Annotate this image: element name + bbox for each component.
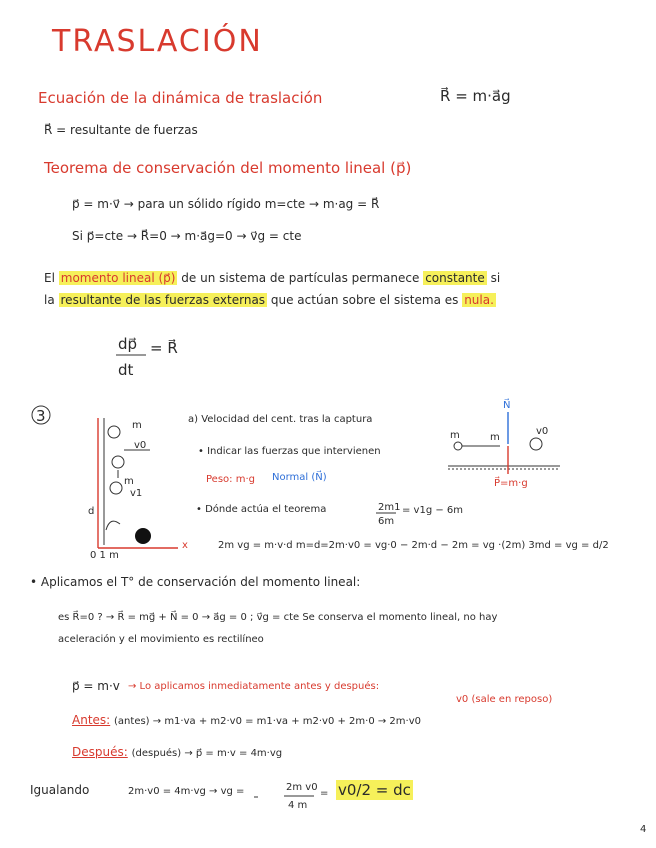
es-line-1: es R⃗=0 ? → R⃗ = mg⃗ + N⃗ = 0 → a⃗g = 0 ; v⃗g = cte Se conserva el momento lineal, no hay (58, 612, 498, 623)
equation-heading: Ecuación de la dinámica de traslación (38, 89, 323, 107)
fig2-v0: v0 (536, 426, 549, 437)
antes-label: Antes: (72, 713, 111, 727)
step-b: • Indicar las fuerzas que intervienen (198, 446, 381, 457)
apply-line: • Aplicamos el T° de conservación del momento lineal: (30, 575, 361, 589)
igualando-result: v0/2 = dc (338, 781, 411, 799)
problem-number: 3 (36, 407, 46, 425)
antes-row (72, 712, 421, 730)
igualando-a: 2m·v0 = 4m·vg → vg = (128, 786, 245, 797)
statement-pre: El (44, 271, 55, 285)
despues-label: Después: (72, 745, 128, 759)
diagram-d: d (88, 506, 95, 517)
momentum-line: p⃗ = m·v⃗ → para un sólido rígido m=cte → m·ag = R⃗ (72, 197, 380, 211)
statement-mid: de un sistema de partículas permanece (181, 271, 420, 285)
step-c: • Dónde actúa el teorema (196, 504, 327, 515)
dpdt-numerator: dp⃗ (118, 335, 138, 353)
igualando-den: 4 m (288, 800, 308, 811)
dpdt-equals: = R⃗ (150, 339, 178, 357)
antes-text: (antes) → m1·va + m2·v0 = m1·va + m2·v0 + 2m·0 → 2m·v0 (114, 716, 421, 727)
statement2-mid: que actúan sobre el sistema es (270, 293, 459, 307)
hook-curve (106, 521, 120, 530)
diagram-v0: v0 (134, 440, 147, 451)
diagram-v1: v1 (130, 488, 143, 499)
step-c-post: = v1g − 6m (402, 505, 464, 516)
equation-formula: R⃗ = m·a⃗g (440, 87, 511, 105)
pm-line-a: p⃗ = m·v (72, 679, 120, 693)
rest-note: v0 (sale en reposo) (456, 694, 553, 705)
forces-normal: Normal (N⃗) (272, 472, 327, 483)
igualando-label: Igualando (30, 783, 90, 797)
diagram-m: m (132, 420, 142, 431)
step-c-den: 6m (378, 516, 395, 527)
mass-middle (112, 456, 124, 468)
step-c-num: 2m1 (378, 502, 401, 513)
theorem-heading: Teorema de conservación del momento lineal (p⃗) (44, 159, 412, 177)
constant-line: Si p⃗=cte → R⃗=0 → m·a⃗g=0 → v⃗g = cte (72, 229, 302, 243)
step-a: a) Velocidad del cent. tras la captura (188, 414, 373, 425)
highlight-momento: momento lineal (p⃗) (60, 271, 176, 285)
resultant-definition: R⃗ = resultante de fuerzas (44, 123, 198, 137)
diagram-m2: m (124, 476, 134, 487)
igualando-eq: = (320, 788, 329, 799)
fig2-P: P⃗=m·g (494, 478, 528, 489)
diagram-x: x (182, 540, 188, 551)
step-d: 2m vg = m·v·d m=d=2m·v0 = vg·0 − 2m·d − 2m = vg ·(2m) 3md = vg = d/2 (218, 540, 609, 551)
es-line-2: aceleración y el movimiento es rectilíneo (58, 634, 264, 645)
dpdt-denominator: dt (118, 361, 134, 379)
igualando-num: 2m v0 (286, 782, 318, 793)
fig2-m1: m (450, 430, 460, 441)
problem-circle (32, 406, 50, 424)
page-title: TRASLACIÓN (52, 24, 263, 59)
despues-row (72, 744, 282, 762)
diagram-origin: 0 1 m (90, 550, 119, 561)
page-number: 4 (640, 824, 647, 835)
statement2-pre: la (44, 293, 55, 307)
fig2-N: N⃗ (503, 400, 511, 411)
highlight-resultante: resultante de las fuerzas externas (60, 293, 266, 307)
despues-text: (después) → p⃗ = m·v = 4m·vg (131, 748, 283, 759)
statement-si: si (490, 271, 501, 285)
highlight-constante: constante (425, 271, 485, 285)
mass-top (108, 426, 120, 438)
highlight-nula: nula. (464, 293, 494, 307)
mass-lower (110, 482, 122, 494)
forces-peso: Peso: m·g (206, 474, 255, 485)
pm-line-b: → Lo aplicamos inmediatamente antes y después: (128, 681, 380, 692)
black-ball (135, 528, 151, 544)
fig2-m2: m (490, 432, 500, 443)
